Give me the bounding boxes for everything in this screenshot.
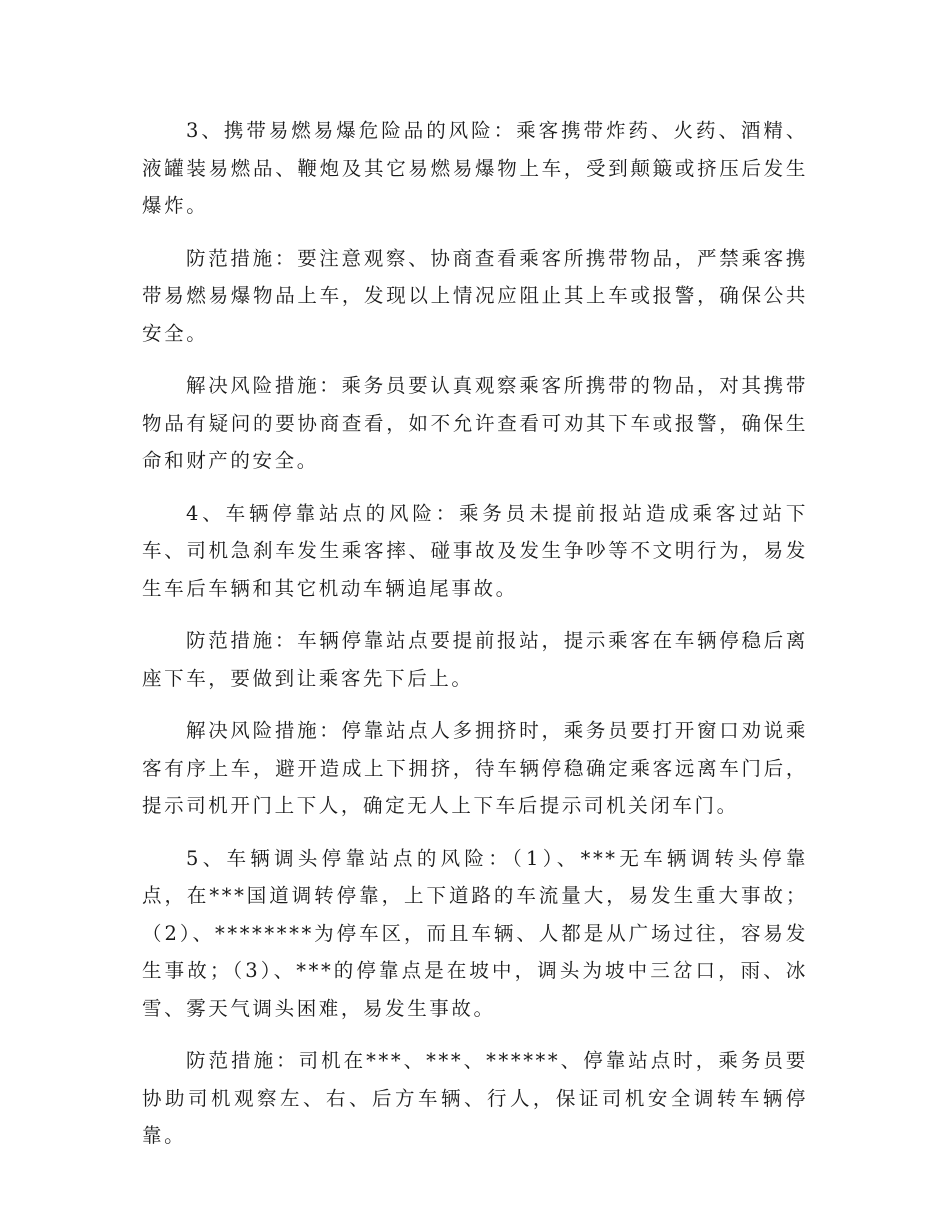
- paragraph-uturn-risk: 5、车辆调头停靠站点的风险：（1）、***无车辆调转头停靠点，在***国道调转停靠，上下道路的车流量大，易发生重大事故；（2）、********为停车区，而且车辆、人都是从广场过往，容易发生事故；（3）、***的停靠点是在坡中，调头为坡中三岔口，雨、冰雪、雾天气调头困难，易发生事故。: [142, 846, 808, 1020]
- paragraph-stop-risk: 4、车辆停靠站点的风险：乘务员未提前报站造成乘客过站下车、司机急刹车发生乘客摔、碰事故及发生争吵等不文明行为，易发生车后车辆和其它机动车辆追尾事故。: [142, 501, 808, 600]
- paragraph-stop-prevention: 防范措施：车辆停靠站点要提前报站，提示乘客在车辆停稳后离座下车，要做到让乘客先下后上。: [142, 629, 808, 690]
- paragraph-hazmat-solution: 解决风险措施：乘务员要认真观察乘客所携带的物品，对其携带物品有疑问的要协商查看，如不允许查看可劝其下车或报警，确保生命和财产的安全。: [142, 374, 808, 472]
- paragraph-stop-solution: 解决风险措施：停靠站点人多拥挤时，乘务员要打开窗口劝说乘客有序上车，避开造成上下拥挤，待车辆停稳确定乘客远离车门后，提示司机开门上下人，确定无人上下车后提示司机关闭车门。: [142, 719, 808, 817]
- paragraph-uturn-prevention: 防范措施：司机在***、***、******、停靠站点时，乘务员要协助司机观察左、右、后方车辆、行人，保证司机安全调转车辆停靠。: [142, 1049, 808, 1147]
- paragraph-hazmat-risk: 3、携带易燃易爆危险品的风险：乘客携带炸药、火药、酒精、液罐装易燃品、鞭炮及其它易燃易爆物上车，受到颠簸或挤压后发生爆炸。: [142, 119, 808, 217]
- paragraph-hazmat-prevention: 防范措施：要注意观察、协商查看乘客所携带物品，严禁乘客携带易燃易爆物品上车，发现以上情况应阻止其上车或报警，确保公共安全。: [142, 246, 808, 345]
- document-page: [142, 112, 808, 1170]
